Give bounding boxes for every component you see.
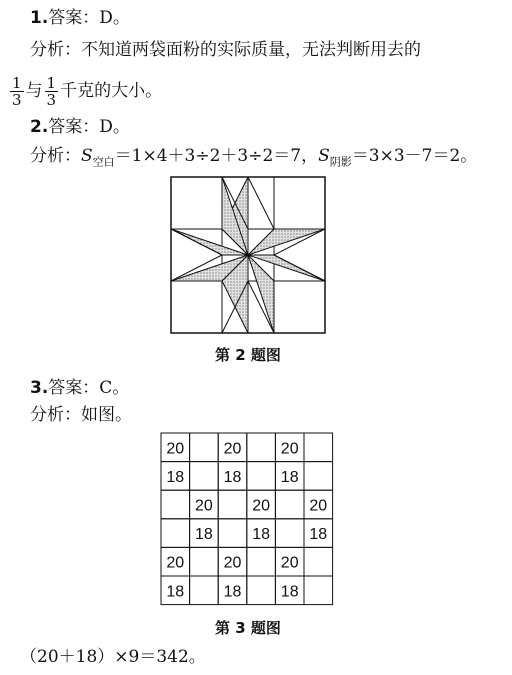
- q1-fraction-2: [45, 75, 59, 108]
- q2-analysis-label: 分析：: [30, 146, 81, 166]
- q2-s-blank: S: [81, 146, 93, 166]
- grid-cell-value: 20: [223, 440, 242, 458]
- q1-frac2-denominator: 3: [46, 91, 57, 109]
- grid-cell: [247, 547, 276, 576]
- grid-cell: [161, 519, 190, 548]
- grid-cell-value: 18: [280, 583, 299, 601]
- q1-analysis: [30, 40, 421, 60]
- grid-cell: [304, 462, 333, 491]
- grid-cell-value: 18: [280, 468, 299, 486]
- grid-cell-value: 18: [252, 526, 270, 544]
- number-grid-cells: [161, 433, 333, 605]
- grid-cell-value: 20: [309, 497, 328, 515]
- q1-frac1-denominator: 3: [12, 91, 22, 109]
- q2-analysis: [30, 146, 477, 172]
- grid-cell-value: 18: [223, 583, 242, 601]
- fig3-caption: 第 3 题图: [215, 619, 281, 637]
- star-spike-upper-right: [248, 229, 325, 255]
- q2-eq1: ＝1×4＋3÷2＋3÷2＝7，: [114, 146, 319, 166]
- q1-number: 1.: [30, 8, 49, 28]
- q3-analysis-label: 分析：: [30, 405, 81, 425]
- grid-cell-value: 20: [166, 554, 185, 572]
- grid-cell: [161, 490, 190, 519]
- grid-cell: [304, 547, 333, 576]
- grid-cell-value: 20: [223, 554, 242, 572]
- grid-cell: [190, 547, 219, 576]
- grid-cell-value: 20: [252, 497, 270, 515]
- grid-cell: [275, 519, 304, 548]
- grid-cell-value: 18: [166, 468, 185, 486]
- q3-heading: [30, 378, 129, 398]
- number-grid: [160, 432, 334, 608]
- q2-heading: [30, 117, 130, 137]
- q3-analysis: [30, 405, 132, 425]
- grid-cell-value: 18: [309, 526, 328, 544]
- grid-cell: [190, 433, 219, 462]
- grid-cell-value: 20: [280, 554, 299, 572]
- grid-cell: [304, 433, 333, 462]
- grid-cell: [247, 462, 276, 491]
- grid-cell: [275, 490, 304, 519]
- grid-cell: [304, 576, 333, 605]
- grid-cell-value: 20: [166, 440, 185, 458]
- q3-formula: （20＋18）×9＝342。: [20, 647, 206, 667]
- star-spike-lower-right: [248, 255, 274, 333]
- grid-cell: [247, 433, 276, 462]
- q2-sub-shade: 阴影: [329, 155, 352, 169]
- q1-analysis-text: 不知道两袋面粉的实际质量，无法判断用去的: [81, 40, 421, 60]
- q3-number: 3.: [30, 378, 49, 398]
- grid-cell: [247, 576, 276, 605]
- q3-answer: 答案：C。: [48, 378, 130, 398]
- q2-s-shade: S: [318, 146, 330, 166]
- q2-answer: 答案：D。: [48, 117, 130, 137]
- fig2-caption: 第 2 题图: [215, 346, 281, 364]
- grid-cell: [218, 519, 247, 548]
- q1-answer: 答案：D。: [48, 8, 130, 28]
- q1-tail-text: 千克的大小。: [60, 81, 163, 101]
- q3-analysis-text: 如图。: [81, 405, 132, 425]
- grid-cell-value: 20: [195, 497, 213, 515]
- q1-fraction-1: [10, 75, 24, 108]
- grid-cell-value: 18: [223, 468, 242, 486]
- grid-cell: [190, 462, 219, 491]
- q1-heading: [30, 8, 130, 28]
- q1-frac1-numerator: 1: [12, 74, 22, 92]
- grid-cell: [218, 490, 247, 519]
- q1-frac2-numerator: 1: [46, 74, 57, 92]
- grid-cell-value: 18: [195, 526, 213, 544]
- star-figure: [170, 176, 326, 336]
- grid-cell-value: 18: [166, 583, 185, 601]
- q1-mid-text: 与: [25, 81, 43, 101]
- q1-analysis-label: 分析：: [30, 40, 81, 60]
- q1-analysis-cont: [8, 74, 162, 108]
- q2-sub-blank: 空白: [92, 155, 115, 169]
- q2-number: 2.: [30, 117, 49, 137]
- grid-cell: [190, 576, 219, 605]
- q2-eq2: ＝3×3－7＝2。: [351, 146, 478, 166]
- grid-cell-value: 20: [280, 440, 299, 458]
